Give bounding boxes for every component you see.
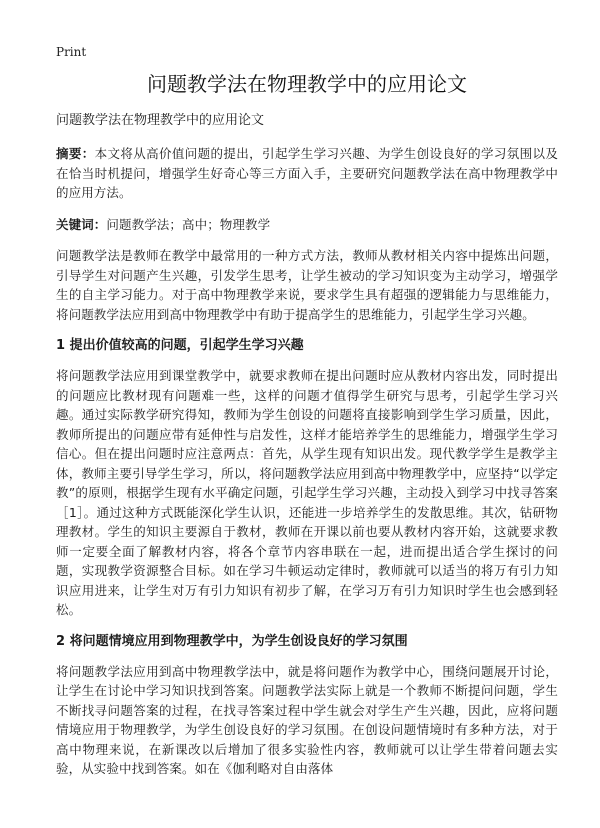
keywords-label: 关键词：	[56, 216, 107, 232]
print-label: Print	[56, 45, 87, 59]
section-1-body: 将问题教学法应用到课堂教学中，就要求教师在提出问题时应从教材内容出发，同时提出的问题应比教材现有问题难一些，这样的问题才值得学生研究与思考，引起学生学习兴趣。通过实际教学研究得知，教师为学生创设的问题将直接影响到学生学习质量，因此，教师所提出的问题应带有延伸性与启发性，这样才能培养学生的思维能力，增强学生学习信心。但在提出问题时应注意两点：首先，从学生现有知识出发。现代教学学生是教学主体，教师主要引导学生学习，所以，将问题教学法应用到高中物理教学中，应坚持“以学定教”的原则，根据学生现有水平确定问题，引起学生学习兴趣，主动投入到学习中找寻答案［1］。通过这种方式既能深化学生认识，还能进一步培养学生的发散思维。其次，钻研物理教材。学生的知识主要源自于教材，教师在开课以前也要从教材内容开始，这就要求教师一定要全面了解教材内容，将各个章节内容串联在一起，进而提出适合学生探讨的问题，实现教学资源整合目标。如在学习牛顿运动定律时，教师就可以适当的将万有引力知识应用进来，让学生对万有引力知识有初步了解，在学习万有引力知识时学生也会感到轻松。	[56, 368, 558, 617]
section-2-body: 将问题教学法应用到高中物理教学法中，就是将问题作为教学中心，围绕问题展开讨论，让学生在讨论中学习知识找到答案。问题教学法实际上就是一个教师不断提问问题，学生不断找寻问题答案的过程，在找寻答案过程中学生就会对学生产生兴趣，因此，应将问题情境应用于物理教学，为学生创设良好的学习氛围。在创设问题情境时有多种方法，对于高中物理来说，在新课改以后增加了很多实验性内容，教师就可以让学生带着问题去实验，从实验中找到答案。如在《伽利略对自由落体	[56, 663, 558, 776]
document-title: 问题教学法在物理教学中的应用论文	[147, 72, 467, 96]
abstract-text: 本文将从高价值问题的提出，引起学生学习兴趣、为学生创设良好的学习氛围以及在恰当时机提问，增强学生好奇心等三方面入手，主要研究问题教学法在高中物理教学中的应用方法。	[56, 146, 558, 200]
keywords-paragraph	[56, 215, 558, 235]
keywords-text: 问题教学法；高中；物理教学	[106, 216, 271, 232]
section-2-heading: 2 将问题情境应用到物理教学中，为学生创设良好的学习氛围	[56, 633, 408, 649]
document-subtitle: 问题教学法在物理教学中的应用论文	[56, 113, 265, 128]
section-1-heading: 1 提出价值较高的问题，引起学生学习兴趣	[56, 338, 304, 353]
intro-paragraph: 问题教学法是教师在教学中最常用的一种方式方法，教师从教材相关内容中提炼出问题，引导学生对问题产生兴趣，引发学生思考，让学生被动的学习知识变为主动学习，增强学生的自主学习能力。对于高中物理教学来说，要求学生具有超强的逻辑能力与思维能力，将问题教学法应用到高中物理教学中有助于提高学生的思维能力，引起学生学习兴趣。	[56, 248, 558, 322]
abstract-label: 摘要：	[56, 146, 95, 161]
abstract-paragraph	[56, 144, 558, 203]
